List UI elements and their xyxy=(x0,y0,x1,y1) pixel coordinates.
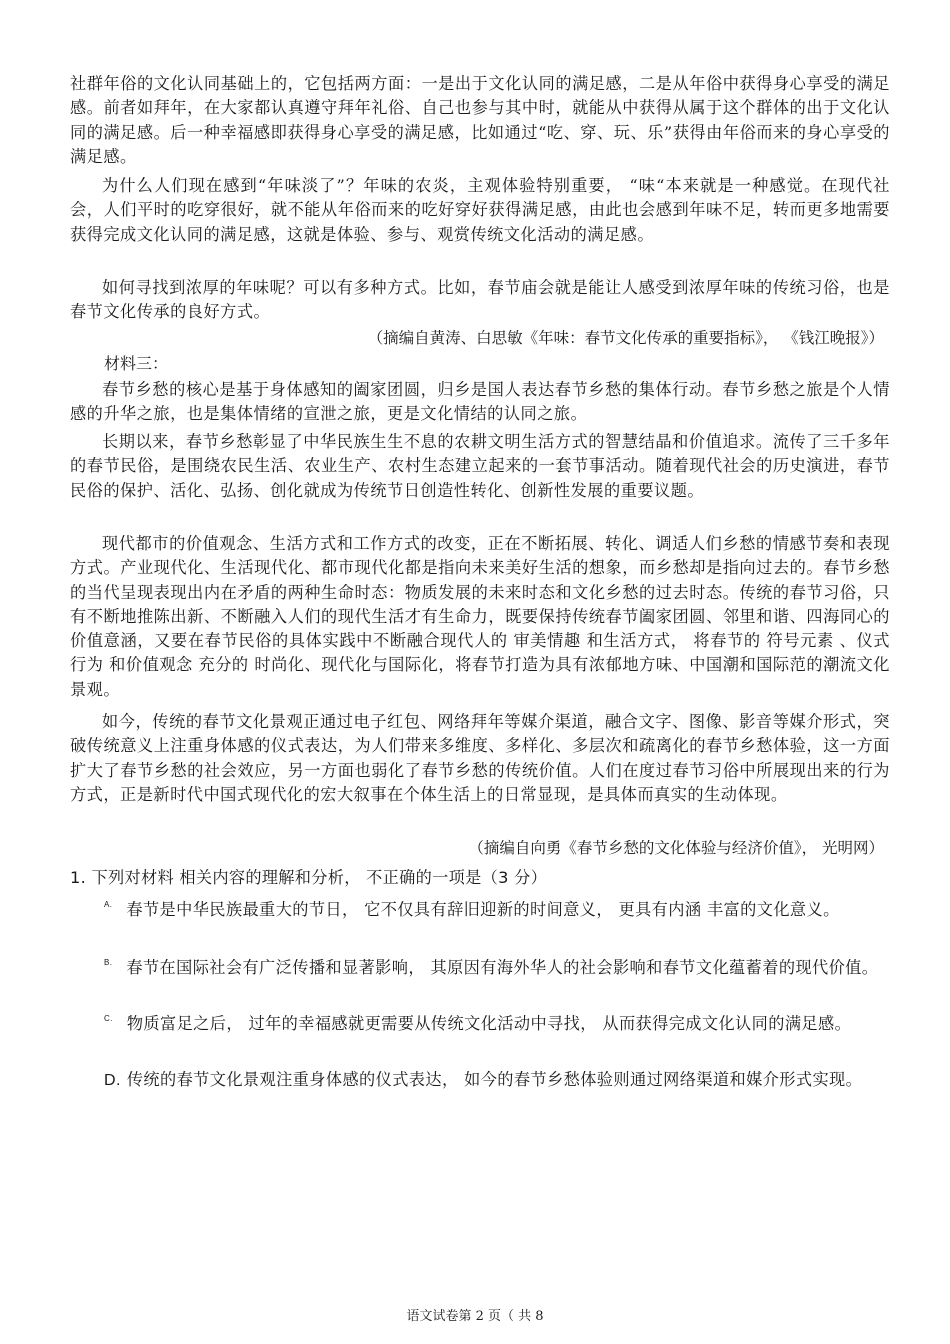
option-a xyxy=(70,896,880,927)
option-d xyxy=(70,1066,880,1095)
page-footer: 语文试卷第 2 页（ 共 8 xyxy=(406,1309,544,1324)
material3-paragraph-1: 春节乡愁的核心是基于身体感知的阖家团圆，归乡是国人表达春节乡愁的集体行动。春节乡愁之旅是个人情感的升华之旅，也是集体情绪的宣泄之旅，更是文化情结的认同之旅。 xyxy=(70,380,890,424)
option-b xyxy=(70,954,880,985)
option-b-tag: B. xyxy=(104,958,113,967)
material3-label: 材料三： xyxy=(104,354,169,373)
option-a-text: 春节是中华民族最重大的节日， 它不仅具有辞旧迎新的时间意义， 更具有内涵 丰富的文化意义。 xyxy=(126,900,840,919)
option-c xyxy=(70,1010,880,1041)
material2-source: （摘编自黄涛、白思敏《年味：春节文化传承的重要指标》， 《钱江晚报》） xyxy=(367,329,884,347)
question-1-stem: 1. 下列对材料 相关内容的理解和分析， 不正确的一项是（3 分） xyxy=(70,868,548,887)
material3-paragraph-4: 如今，传统的春节文化景观正通过电子红包、网络拜年等媒介渠道，融合文字、图像、影音等媒介形式，突破传统意义上注重身体感的仪式表达，为人们带来多维度、多样化、多层次和疏离化的春节乡愁体验，这一方面扩大了春节乡愁的社会效应，另一方面也弱化了春节乡愁的传统价值。人们在度过春节习俗中所展现出来的行为方式，正是新时代中国式现代化的宏大叙事在个体生活上的日常显现，是具体而真实的生动体现。 xyxy=(70,712,890,804)
option-d-text: 传统的春节文化景观注重身体感的仪式表达， 如今的春节乡愁体验则通过网络渠道和媒介形式实现。 xyxy=(126,1070,863,1089)
option-a-tag: A. xyxy=(104,900,113,909)
material3-paragraph-2: 长期以来，春节乡愁彰显了中华民族生生不息的农耕文明生活方式的智慧结晶和价值追求。流传了三千多年的春节民俗，是围绕农民生活、农业生产、农村生态建立起来的一套节事活动。随着现代社会的历史演进，春节民俗的保护、活化、弘扬、创化就成为传统节日创造性转化、创新性发展的重要议题。 xyxy=(70,432,890,500)
material2-paragraph-2: 为什么人们现在感到“年味淡了”？年味的农炎，主观体验特别重要， “味“本来就是一种感觉。在现代社会，人们平时的吃穿很好，就不能从年俗而来的吃好穿好获得满足感，由此也会感到年味不足，转而更多地需要获得完成文化认同的满足感，这就是体验、参与、观赏传统文化活动的满足感。 xyxy=(70,176,890,244)
material2-paragraph-3: 如何寻找到浓厚的年味呢？可以有多种方式。比如，春节庙会就是能让人感受到浓厚年味的传统习俗，也是春节文化传承的良好方式。 xyxy=(70,278,890,322)
option-c-text: 物质富足之后， 过年的幸福感就更需要从传统文化活动中寻找， 从而获得完成文化认同的满足感。 xyxy=(126,1014,852,1033)
material2-paragraph-1: 社群年俗的文化认同基础上的，它包括两方面：一是出于文化认同的满足感，二是从年俗中获得身心享受的满足感。前者如拜年，在大家都认真遵守拜年礼俗、自己也参与其中时，就能从中获得从属于这个群体的出于文化认同的满足感。后一种幸福感即获得身心享受的满足感，比如通过“吃、穿、玩、乐”获得由年俗而来的身心享受的满足感。 xyxy=(70,74,890,166)
option-c-tag: C. xyxy=(104,1014,113,1023)
option-b-text: 春节在国际社会有广泛传播和显著影响， 其原因有海外华人的社会影响和春节文化蕴蓄着的现代价值。 xyxy=(126,958,879,977)
material3-paragraph-3: 现代都市的价值观念、生活方式和工作方式的改变，正在不断拓展、转化、调适人们乡愁的情感节奏和表现方式。产业现代化、生活现代化、都市现代化都是指向未来美好生活的想象，而乡愁却是指向过去的。春节乡愁的当代呈现表现出内在矛盾的两种生命时态：物质发展的未来时态和文化乡愁的过去时态。传统的春节习俗，只有不断地推陈出新、不断融入人们的现代生活才有生命力，既要保持传统春节阖家团圆、邻里和谐、四海同心的价值意涵，又要在春节民俗的具体实践中不断融合现代人的 审美情趣 和生活方式， 将春节的 符号元素 、仪式行为 和价值观念 充分的 时尚化、现代化与国际化，将春节打造为具有浓郁地方味、中国潮和国际范的潮流文化景观。 xyxy=(70,534,890,699)
option-d-tag: D. xyxy=(104,1072,121,1089)
material3-source: （摘编自向勇《春节乡愁的文化体验与经济价值》， 光明网） xyxy=(468,839,884,857)
